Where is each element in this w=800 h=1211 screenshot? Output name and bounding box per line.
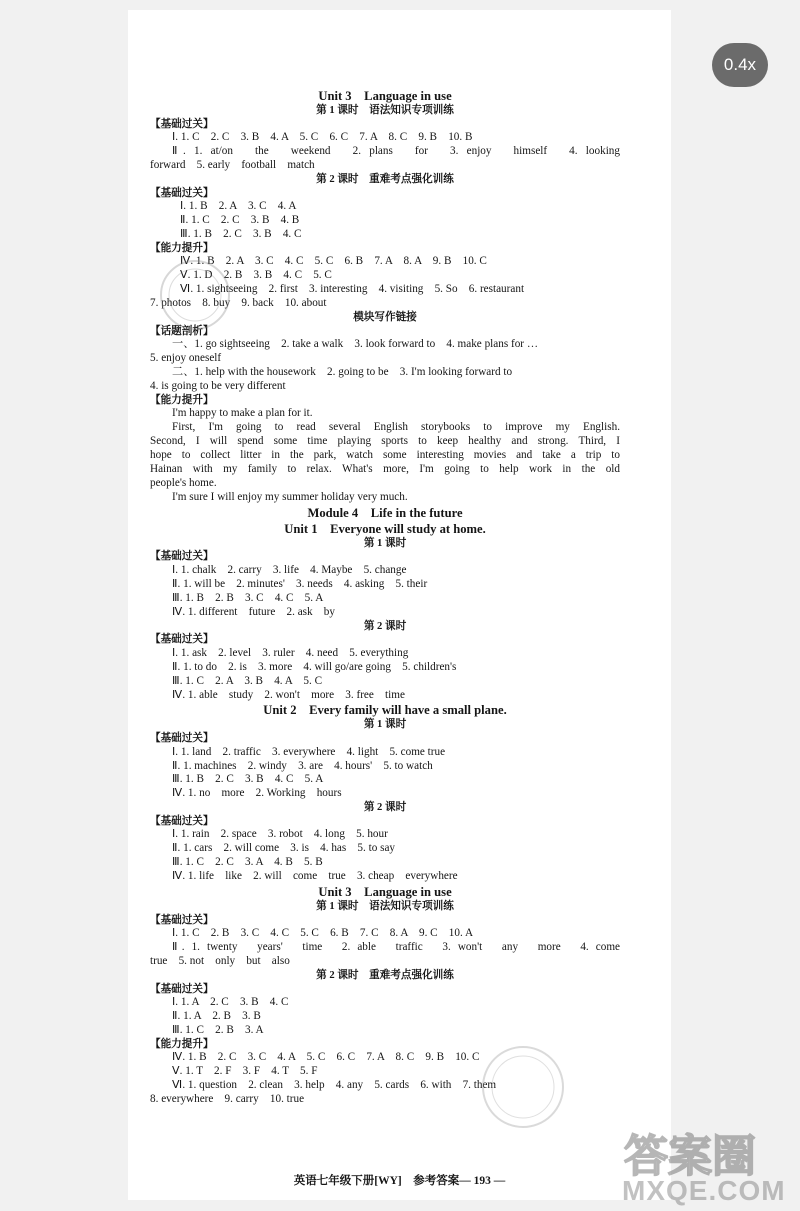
answer-line: Ⅲ. 1. B 2. C 3. B 4. C 5. A (172, 773, 324, 786)
heading-line: Unit 3 Language in use (318, 885, 452, 900)
answer-line: 4. is going to be very different (150, 379, 286, 392)
answer-line: Ⅳ. 1. life like 2. will come true 3. cheap everywhere (172, 870, 458, 883)
answer-line: Ⅱ. 1. twenty years' time 2. able traffic 3. won't any more 4. come (172, 941, 620, 954)
answer-line: true 5. not only but also (150, 955, 290, 968)
answer-line: Ⅰ. 1. chalk 2. carry 3. life 4. Maybe 5. change (172, 563, 407, 576)
heading-line: 第 1 课时 语法知识专项训练 (316, 105, 454, 116)
watermark-url: MXQE.COM (622, 1175, 786, 1206)
answer-line: First, I'm going to read several English storybooks to improve my English. (172, 421, 620, 434)
answer-line: Ⅱ. 1. to do 2. is 3. more 4. will go/are going 5. children's (172, 660, 457, 673)
heading-line: Unit 3 Language in use (318, 89, 452, 103)
page-footer: 英语七年级下册[WY] 参考答案— 193 — (293, 1175, 506, 1187)
section-label: 【基础过关】 (150, 914, 214, 926)
answer-line: Ⅰ. 1. rain 2. space 3. robot 4. long 5. hour (172, 828, 388, 841)
answer-line: Ⅱ. 1. at/on the weekend 2. plans for 3. enjoy himself 4. looking (172, 145, 620, 158)
section-label: 【基础过关】 (150, 118, 214, 130)
answer-line: 5. enjoy oneself (150, 352, 222, 365)
answer-line: 一、1. go sightseeing 2. take a walk 3. look forward to 4. make plans for … (172, 338, 539, 351)
answer-line: hope to collect litter in the park, watch some interesting movies and take a trip to (150, 449, 620, 462)
answer-line: Ⅲ. 1. B 2. B 3. C 4. C 5. A (172, 591, 324, 604)
answer-line: Ⅵ. 1. sightseeing 2. first 3. interesting 4. visiting 5. So 6. restaurant (180, 283, 525, 296)
answer-line: people's home. (150, 476, 217, 489)
answer-line: Ⅰ. 1. C 2. C 3. B 4. A 5. C 6. C 7. A 8. C 9. B 10. B (172, 131, 473, 144)
answer-line: Ⅲ. 1. B 2. C 3. B 4. C (180, 227, 302, 240)
section-label: 【话题剖析】 (150, 325, 214, 337)
heading-line: Module 4 Life in the future (307, 505, 463, 520)
section-label: 【基础过关】 (150, 983, 214, 995)
answer-line: Ⅴ. 1. T 2. F 3. F 4. T 5. F (172, 1065, 318, 1078)
answer-line: Ⅳ. 1. B 2. C 3. C 4. A 5. C 6. C 7. A 8. C 9. B 10. C (172, 1051, 480, 1064)
section-label: 【基础过关】 (150, 187, 214, 199)
heading-line: 第 2 课时 重难考点强化训练 (316, 173, 454, 185)
answer-line: Ⅱ. 1. machines 2. windy 3. are 4. hours' 5. to watch (172, 759, 433, 772)
answer-line: Ⅰ. 1. A 2. C 3. B 4. C (172, 996, 289, 1009)
answer-line: Ⅵ. 1. question 2. clean 3. help 4. any 5. cards 6. with 7. them (172, 1079, 497, 1092)
answer-line: 7. photos 8. buy 9. back 10. about (150, 297, 327, 310)
heading-line: 第 1 课时 (363, 537, 407, 549)
section-label: 【能力提升】 (150, 1038, 214, 1050)
answer-line: Hainan with my family to relax. What's more, I'm going to help work in the old (150, 463, 620, 476)
answer-line: 二、1. help with the housework 2. going to be 3. I'm looking forward to (172, 366, 513, 379)
answer-line: Ⅲ. 1. C 2. B 3. A (172, 1023, 264, 1036)
section-label: 【基础过关】 (150, 551, 214, 563)
section-label: 【基础过关】 (150, 634, 214, 646)
answer-line: Ⅱ. 1. C 2. C 3. B 4. B (180, 214, 300, 226)
answer-line: Ⅳ. 1. no more 2. Working hours (172, 787, 342, 800)
answer-line: Ⅰ. 1. B 2. A 3. C 4. A (180, 200, 297, 213)
section-label: 【基础过关】 (150, 815, 214, 827)
heading-line: Unit 1 Everyone will study at home. (284, 521, 486, 536)
heading-line: 第 1 课时 语法知识专项训练 (316, 901, 454, 913)
heading-line: Unit 2 Every family will have a small plane. (263, 703, 507, 718)
answer-line: Ⅱ. 1. will be 2. minutes' 3. needs 4. asking 5. their (172, 577, 428, 590)
answer-line: Ⅱ. 1. A 2. B 3. B (172, 1010, 261, 1023)
heading-line: 第 2 课时 (363, 802, 407, 814)
stamp-mark (155, 255, 235, 335)
answer-content (150, 88, 620, 1107)
answer-line: Ⅰ. 1. land 2. traffic 3. everywhere 4. light 5. come true (172, 745, 446, 758)
answer-line: Ⅲ. 1. C 2. A 3. B 4. A 5. C (172, 674, 323, 687)
zoom-level-badge[interactable]: 0.4x (712, 43, 768, 87)
heading-line: 模块写作链接 (353, 312, 417, 324)
answer-line: Ⅴ. 1. D 2. B 3. B 4. C 5. C (180, 269, 332, 282)
answer-line: Ⅳ. 1. B 2. A 3. C 4. C 5. C 6. B 7. A 8. A 9. B 10. C (180, 255, 487, 268)
answer-line: I'm sure I will enjoy my summer holiday very much. (172, 490, 408, 503)
section-label: 【基础过关】 (150, 733, 214, 744)
stamp-mark-bottom (478, 1042, 568, 1132)
answer-line: Ⅰ. 1. C 2. B 3. C 4. C 5. C 6. B 7. C 8. A 9. C 10. A (172, 927, 474, 940)
heading-line: 第 1 课时 (363, 719, 407, 731)
answer-line: Ⅳ. 1. different future 2. ask by (172, 605, 335, 618)
heading-line: 第 2 课时 重难考点强化训练 (316, 969, 454, 981)
answer-line: Ⅰ. 1. ask 2. level 3. ruler 4. need 5. everything (172, 646, 409, 659)
section-label: 【能力提升】 (150, 394, 214, 406)
heading-line: 第 2 课时 (363, 620, 407, 632)
answer-line: Ⅱ. 1. cars 2. will come 3. is 4. has 5. to say (172, 842, 396, 855)
answer-line: 8. everywhere 9. carry 10. true (150, 1093, 305, 1106)
section-label: 【能力提升】 (150, 242, 214, 254)
watermark-logo: 答案圈 (624, 1131, 756, 1182)
answer-line: Ⅲ. 1. C 2. C 3. A 4. B 5. B (172, 856, 323, 869)
answer-line: Second, I will spend some time playing sports to keep healthy and strong. Third, I (150, 435, 620, 448)
answer-line: forward 5. early football match (150, 159, 315, 171)
answer-line: I'm happy to make a plan for it. (172, 407, 313, 420)
answer-line: Ⅳ. 1. able study 2. won't more 3. free time (172, 688, 405, 701)
